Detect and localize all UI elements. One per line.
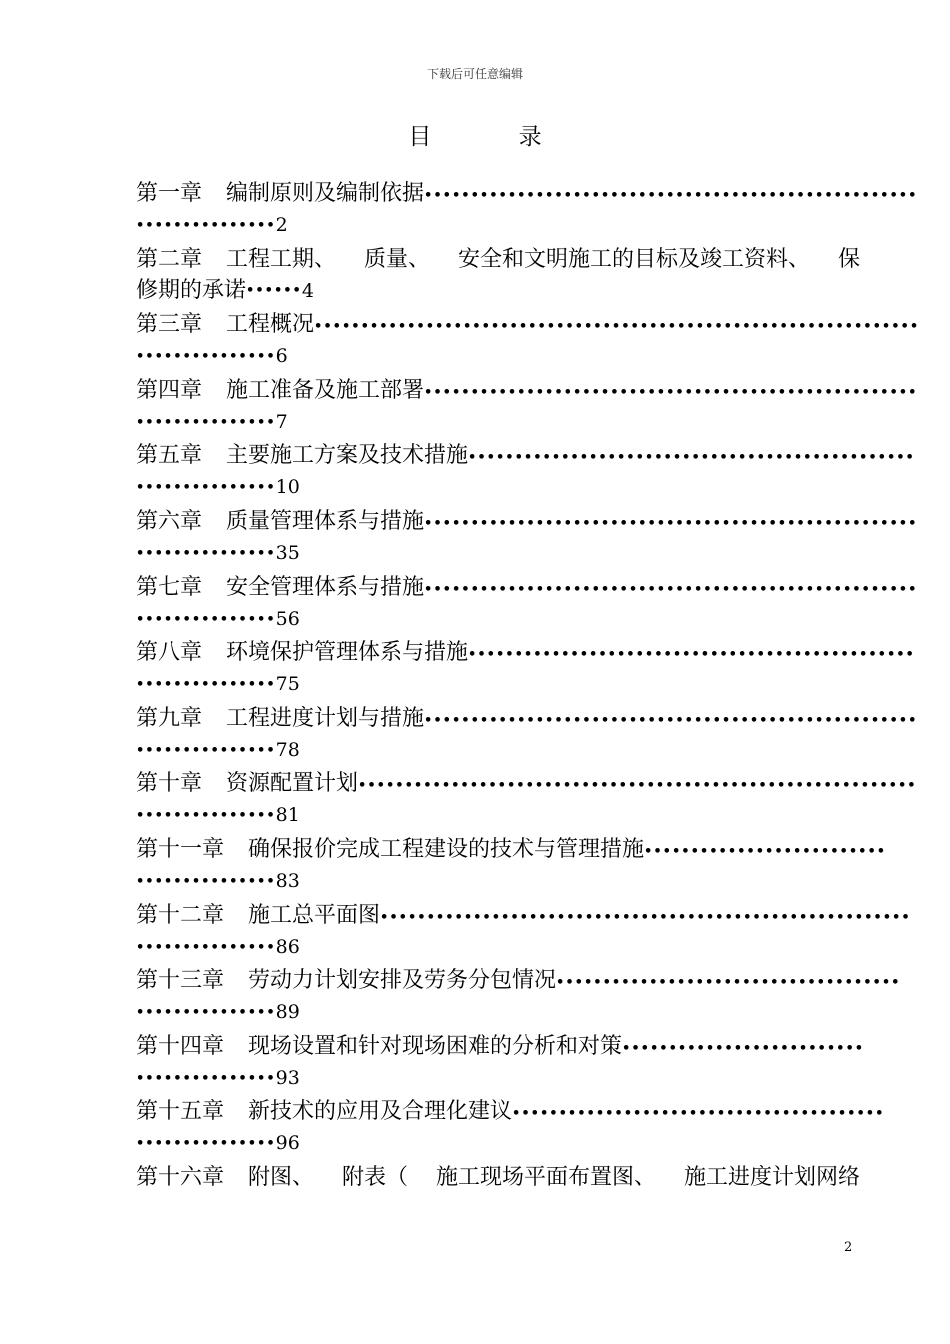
toc-entry[interactable] — [136, 309, 920, 375]
chapter-title: 施工准备及施工部署 — [226, 377, 425, 403]
dot-leader: ••••••••••••••• — [136, 611, 276, 627]
chapter-title: 质量管理体系与措施 — [226, 508, 425, 534]
toc-entry[interactable] — [136, 506, 918, 572]
toc-entry[interactable] — [136, 900, 911, 966]
page-number: 83 — [275, 869, 300, 892]
page-number: 75 — [275, 673, 300, 696]
page-number: 86 — [275, 935, 300, 958]
chapter-title-part: 施工现场平面布置图、 — [435, 1164, 656, 1190]
dot-leader: •••••••••••••••••••••••••••••••••••••••••••••••• — [468, 450, 915, 466]
page-number: 56 — [275, 607, 300, 630]
chapter-number: 第五章 — [136, 443, 203, 469]
page-number: 10 — [275, 476, 300, 499]
dot-leader: ••••••••••••••••••••••••••••••••••••••••••••••••••••• — [424, 188, 918, 203]
page-number: 89 — [275, 1001, 300, 1024]
toc-entry[interactable] — [136, 834, 887, 900]
chapter-number: 第六章 — [136, 508, 203, 534]
chapter-title-part: 施工进度计划网络 — [683, 1164, 860, 1190]
page-number-footer: 2 — [844, 1240, 853, 1255]
dot-leader: ••••••••••••••• — [136, 1136, 276, 1152]
chapter-number: 第十章 — [136, 771, 203, 797]
dot-leader: •••••••••••••••••••••••••••••••••••••••• — [512, 1106, 885, 1122]
dot-leader: ••••••••••••••• — [136, 1070, 276, 1086]
chapter-title-part: 附图、 — [248, 1164, 315, 1190]
toc-entry[interactable] — [136, 768, 917, 834]
dot-leader: ••••••••••••••••••••••••••••••••••••••••••••••••••••••••••••••••• — [314, 319, 920, 335]
chapter-title-part: 保 — [837, 246, 860, 272]
chapter-title-part: 安全和文明施工的目标及竣工资料、 — [457, 246, 810, 272]
chapter-title-continued: 修期的承诺 — [136, 277, 247, 303]
toc-entry[interactable] — [136, 178, 918, 244]
dot-leader: ••••••••••••••• — [136, 414, 276, 430]
chapter-title-part: 附表（ — [342, 1164, 409, 1190]
dot-leader: ••••••••••••••• — [136, 808, 276, 824]
dot-leader: ••••••••••••••• — [136, 873, 276, 889]
chapter-number: 第八章 — [136, 640, 203, 666]
toc-entry[interactable] — [136, 1031, 865, 1097]
dot-leader: ••••••••••••••• — [136, 742, 276, 758]
dot-leader: •••••••••••••••••••••••••• — [622, 1040, 865, 1056]
table-of-contents — [136, 178, 920, 1228]
chapter-number: 第二章 — [136, 246, 203, 272]
chapter-number: 第十二章 — [136, 902, 225, 928]
page-number: 2 — [275, 214, 288, 236]
dot-leader: ••••••••••••••••••••••••••••••••••••••••••••••••••••••••• — [380, 909, 911, 925]
toc-entry[interactable] — [136, 375, 918, 441]
dot-leader: ••••••••••••••• — [136, 349, 276, 365]
toc-entry[interactable] — [136, 572, 918, 638]
dot-leader: ••••••••••••••• — [136, 1005, 276, 1021]
dot-leader: ••••••••••••••• — [136, 480, 276, 496]
toc-entry[interactable] — [136, 703, 918, 769]
dot-leader: ••••••••••••••••••••••••••••••••••••••••••••••••••••• — [424, 384, 918, 400]
chapter-title: 新技术的应用及合理化建议 — [248, 1099, 513, 1125]
dot-leader: ••••••••••••••••••••••••••••••••••••••••••••••••••••• — [424, 581, 918, 597]
chapter-title: 编制原则及编制依据 — [226, 181, 425, 206]
toc-entry[interactable] — [136, 1162, 860, 1228]
toc-entry[interactable] — [136, 965, 901, 1031]
chapter-title: 施工总平面图 — [248, 902, 381, 928]
toc-entry[interactable] — [136, 637, 915, 703]
chapter-title: 劳动力计划安排及劳务分包情况 — [248, 968, 557, 994]
chapter-number: 第十四章 — [136, 1033, 225, 1059]
dot-leader: ••••••••••••••• — [136, 545, 276, 561]
chapter-title: 现场设置和针对现场困难的分析和对策 — [248, 1033, 623, 1059]
toc-title: 目 录 — [408, 124, 582, 150]
toc-entry[interactable] — [136, 440, 915, 506]
page-number: 35 — [275, 541, 300, 564]
dot-leader: ••••••••••••••• — [136, 677, 276, 693]
dot-leader: •••••••••••••••••••••••••••••••••••••••••••••••••••••••••••• — [358, 778, 917, 794]
chapter-title: 安全管理体系与措施 — [226, 574, 425, 600]
chapter-number: 第十五章 — [136, 1099, 225, 1125]
toc-entry[interactable] — [136, 244, 860, 310]
chapter-title: 主要施工方案及技术措施 — [226, 443, 469, 469]
page-number: 6 — [275, 345, 288, 368]
chapter-number: 第十六章 — [136, 1164, 225, 1190]
header-note: 下载后可任意编辑 — [426, 67, 523, 81]
page-number: 7 — [275, 410, 288, 433]
page-number: 93 — [275, 1066, 300, 1089]
dot-leader: ••••••••••••••• — [136, 939, 276, 955]
page-number: 78 — [275, 738, 300, 761]
page-number: 4 — [301, 279, 314, 302]
chapter-number: 第三章 — [136, 312, 203, 338]
chapter-title: 资源配置计划 — [226, 771, 359, 797]
dot-leader: •••••••••••••••••••••••••• — [644, 843, 887, 859]
chapter-title-part: 工程工期、 — [226, 246, 337, 272]
chapter-number: 第九章 — [136, 705, 203, 731]
dot-leader: ••••••••••••••••••••••••••••••••••••••••••••••••••••• — [424, 515, 918, 531]
page-number: 96 — [275, 1132, 300, 1155]
dot-leader: ••••••••••••••••••••••••••••••••••••••••••••••••••••• — [424, 712, 918, 728]
chapter-title: 确保报价完成工程建设的技术与管理措施 — [248, 836, 645, 862]
dot-leader: •••••• — [246, 282, 302, 298]
dot-leader: •••••••••••••••••••••••••••••••••••••••••••••••• — [468, 647, 915, 663]
toc-entry[interactable] — [136, 1096, 885, 1162]
dot-leader: ••••••••••••••••••••••••••••••••••••• — [556, 975, 901, 991]
chapter-title: 工程概况 — [226, 312, 315, 338]
dot-leader: ••••••••••••••• — [136, 218, 276, 233]
chapter-title: 工程进度计划与措施 — [226, 705, 425, 731]
chapter-number: 第一章 — [136, 181, 203, 206]
chapter-number: 第十一章 — [136, 836, 225, 862]
page-number: 81 — [275, 804, 300, 827]
chapter-number: 第十三章 — [136, 968, 225, 994]
chapter-title: 环境保护管理体系与措施 — [226, 640, 469, 666]
chapter-number: 第四章 — [136, 377, 203, 403]
chapter-number: 第七章 — [136, 574, 203, 600]
chapter-title-part: 质量、 — [364, 246, 431, 272]
